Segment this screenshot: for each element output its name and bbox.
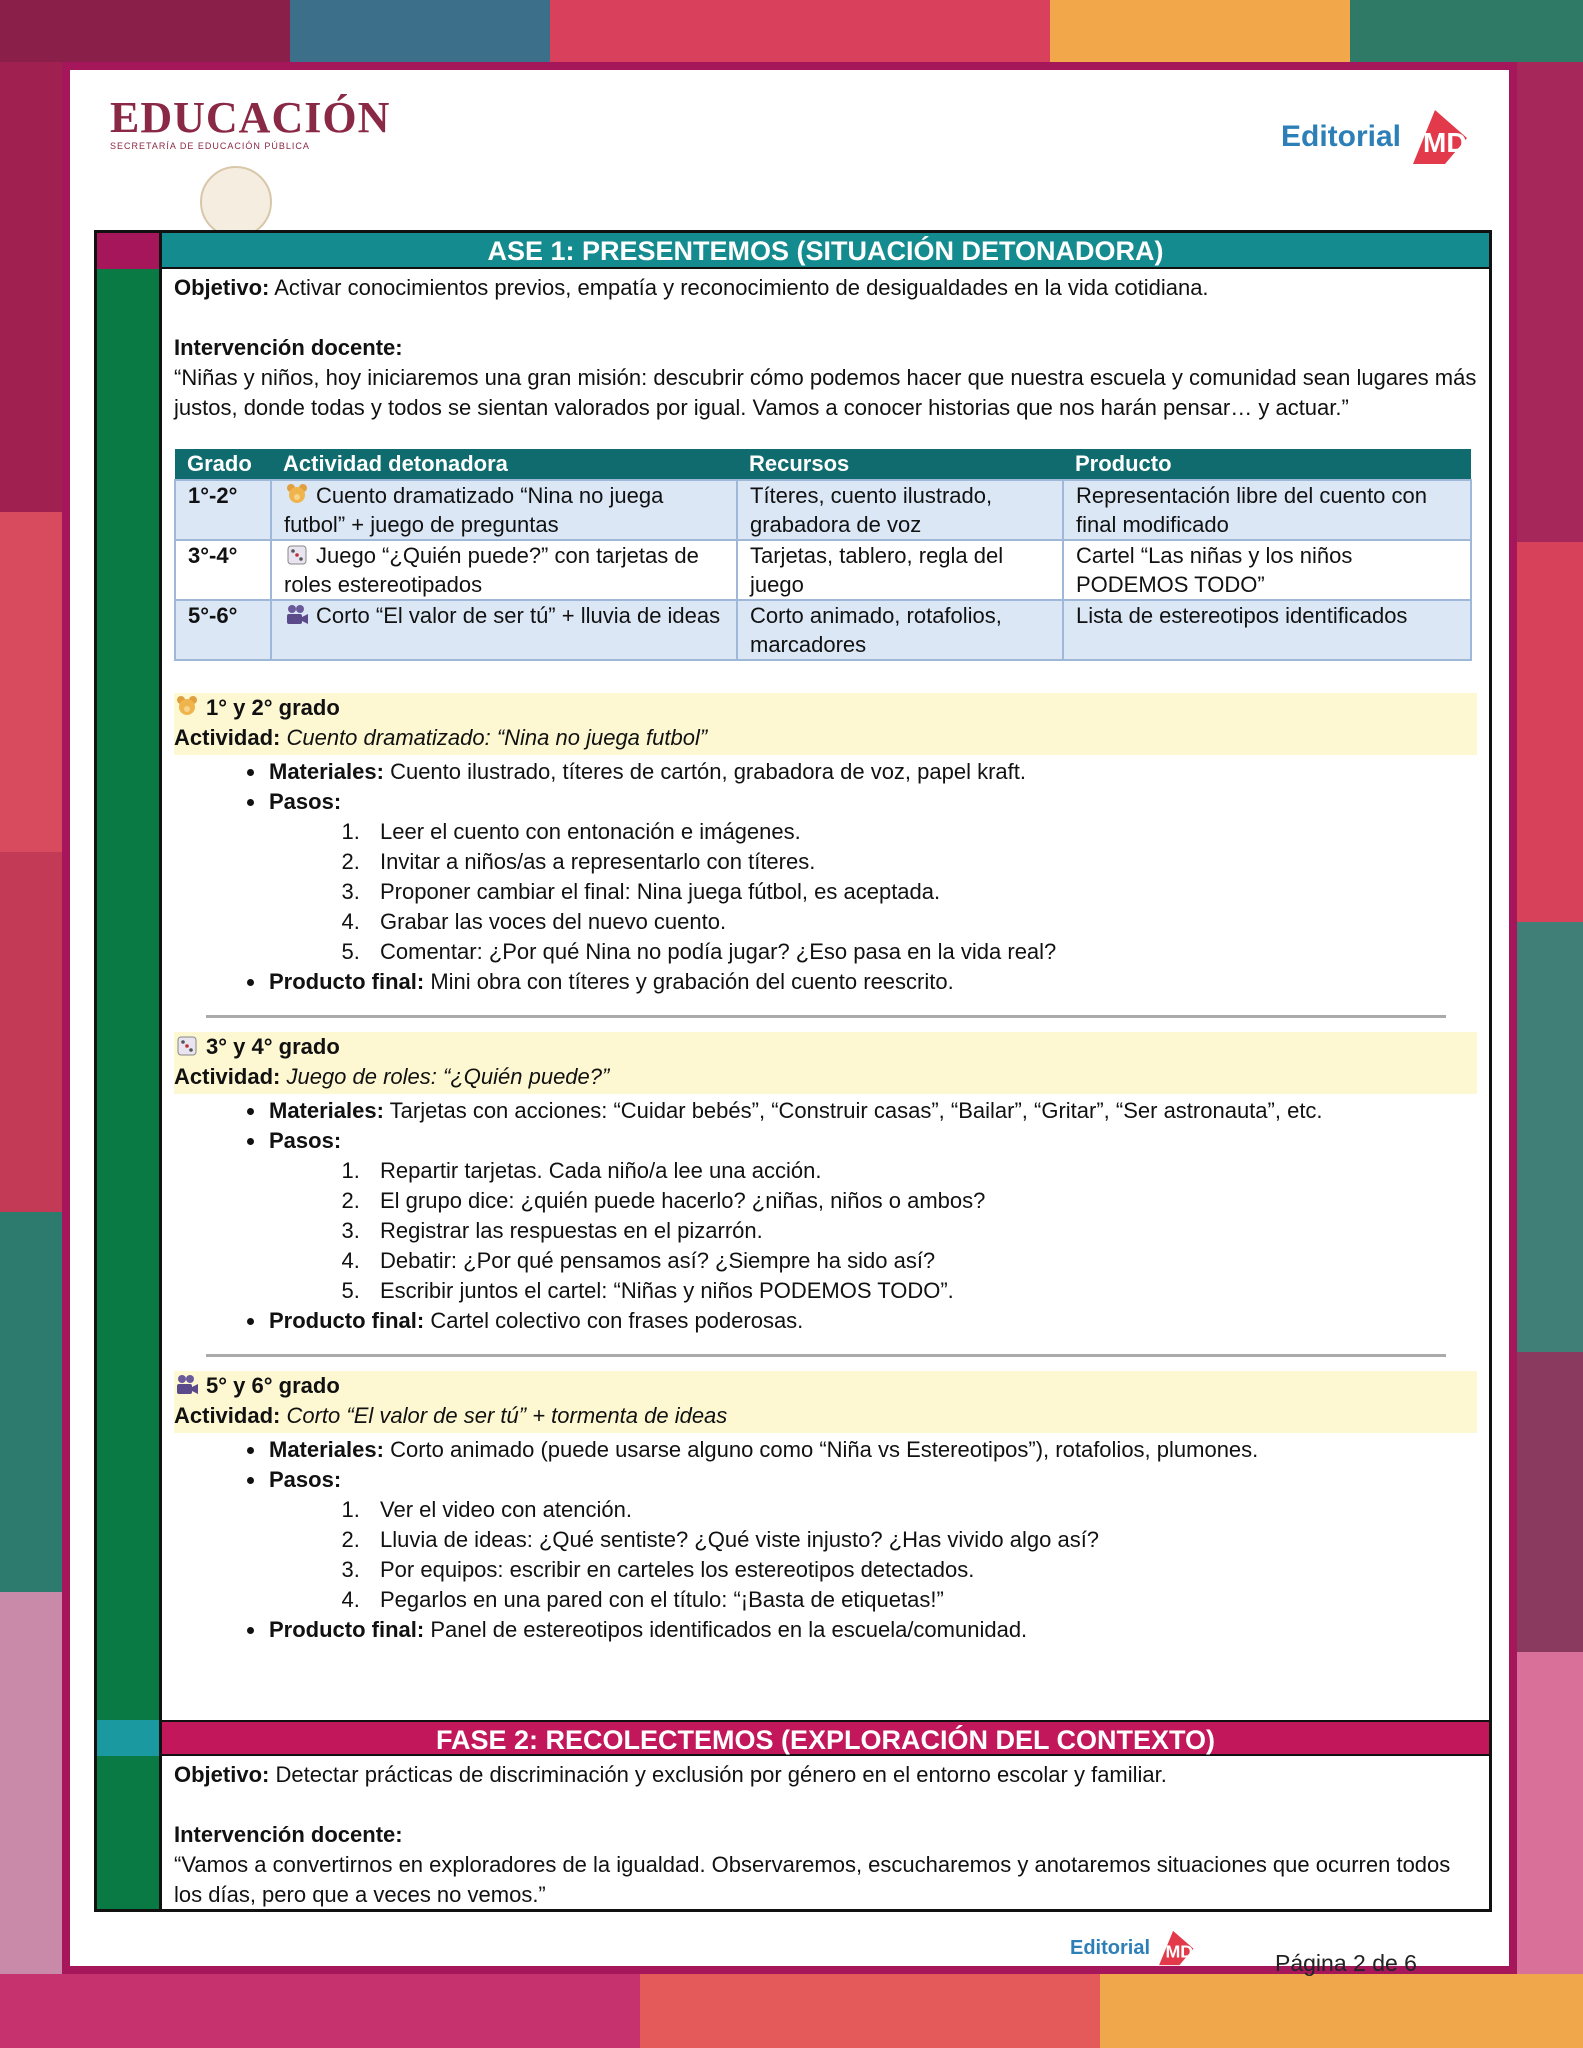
product-item: • Producto final: Panel de estereotipos identificados en la escuela/comunidad.: [267, 1615, 1477, 1645]
list-item: 2. El grupo dice: ¿quién puede hacerlo? ¿niñas, niños o ambos?: [366, 1186, 1477, 1216]
phase2-title: FASE 2: RECOLECTEMOS (EXPLORACIÓN DEL CONTEXTO): [162, 1720, 1489, 1756]
list-item: 2. Lluvia de ideas: ¿Qué sentiste? ¿Qué viste injusto? ¿Has vivido algo así?: [366, 1525, 1477, 1555]
cell-activity: Juego “¿Quién puede?” con tarjetas de roles estereotipados: [271, 540, 737, 600]
bg-tile: [0, 62, 62, 512]
section-divider: [206, 1354, 1446, 1357]
col-header-product: Producto: [1063, 449, 1471, 480]
product-item: • Producto final: Cartel colectivo con frases poderosas.: [267, 1306, 1477, 1336]
phase2-body: [162, 1756, 1489, 1910]
col-header-activity: Actividad detonadora: [271, 449, 737, 480]
footer-logo-mark: MD: [1165, 1941, 1194, 1962]
bg-tile: [0, 1212, 62, 1592]
list-item: 1. Ver el video con atención.: [366, 1495, 1477, 1525]
list-item: 1. Leer el cuento con entonación e imágenes.: [366, 817, 1477, 847]
left-rail: [97, 233, 159, 1909]
grade-details: [174, 1435, 1477, 1645]
grade-section-header: [174, 693, 1477, 755]
document-page: [62, 62, 1517, 1974]
grade-section-header: [174, 1032, 1477, 1094]
list-item: 3. Registrar las respuestas en el pizarrón.: [366, 1216, 1477, 1246]
phase2-section: [162, 1720, 1489, 1910]
steps-list: [269, 817, 1477, 967]
page-number: Página 2 de 6: [1275, 1950, 1417, 1976]
bg-tile: [1350, 0, 1583, 62]
editorial-logo-mark: MD: [1423, 127, 1467, 158]
col-header-resources: Recursos: [737, 449, 1063, 480]
cell-grade: 3°-4°: [175, 540, 271, 600]
movie-camera-icon: [174, 1373, 200, 1397]
cell-resources: Tarjetas, tablero, regla del juego: [737, 540, 1063, 600]
grade-section-header: [174, 1371, 1477, 1433]
bg-tile: [1517, 62, 1583, 542]
cell-product: Lista de estereotipos identificados: [1063, 600, 1471, 660]
teddy-bear-icon: [174, 695, 200, 719]
objective-text: Activar conocimientos previos, empatía y reconocimiento de desigualdades en la vida cotidiana.: [269, 275, 1209, 300]
cell-activity: Cuento dramatizado “Nina no juega futbol” + juego de preguntas: [271, 480, 737, 540]
bg-tile: [0, 512, 62, 852]
list-item: 5. Escribir juntos el cartel: “Niñas y niños PODEMOS TODO”.: [366, 1276, 1477, 1306]
objective-label: Objetivo:: [174, 275, 270, 300]
sep-logo-title: EDUCACIÓN: [110, 93, 391, 142]
rail-marker-phase1: [97, 233, 159, 269]
list-item: 3. Por equipos: escribir en carteles los estereotipos detectados.: [366, 1555, 1477, 1585]
materials-item: • Materiales: Cuento ilustrado, títeres de cartón, grabadora de voz, papel kraft.: [267, 757, 1477, 787]
grade-activity: Actividad: Cuento dramatizado: “Nina no juega futbol”: [174, 725, 708, 750]
intervention-label: Intervención docente:: [174, 335, 403, 360]
cell-product: Representación libre del cuento con final modificado: [1063, 480, 1471, 540]
sep-logo-subtitle: SECRETARÍA DE EDUCACIÓN PÚBLICA: [110, 141, 310, 151]
product-item: • Producto final: Mini obra con títeres y grabación del cuento reescrito.: [267, 967, 1477, 997]
list-item: 4. Grabar las voces del nuevo cuento.: [366, 907, 1477, 937]
cell-resources: Corto animado, rotafolios, marcadores: [737, 600, 1063, 660]
editorial-md-mark-icon: [1405, 106, 1471, 168]
content-frame: [94, 230, 1492, 1912]
steps-list: [269, 1495, 1477, 1615]
bg-tile: [290, 0, 550, 62]
cell-product: Cartel “Las niñas y los niños PODEMOS TODO”: [1063, 540, 1471, 600]
content-column: [159, 233, 1489, 1909]
list-item: 2. Invitar a niños/as a representarlo con títeres.: [366, 847, 1477, 877]
table-row: [175, 480, 1471, 540]
footer-editorial-logo: [1070, 1928, 1196, 1968]
grade-title: 3° y 4° grado: [174, 1032, 1477, 1062]
dice-icon: [284, 543, 310, 567]
col-header-grade: Grado: [175, 449, 271, 480]
table-row: [175, 540, 1471, 600]
teddy-bear-icon: [284, 483, 310, 507]
materials-item: • Materiales: Corto animado (puede usarse alguno como “Niña vs Estereotipos”), rotafolios, plumones.: [267, 1435, 1477, 1465]
steps-item: • Pasos: 1. Repartir tarjetas. Cada niño/a lee una acción. 2. El grupo dice: ¿quién puede hacerlo? ¿niñas, niños o ambos? 3. Registrar las respuestas en el pizarrón. 4. Debatir: ¿Por qué pensamos así? ¿Siempre ha sido así? 5. Escribir juntos el cartel: “Niñas y niños PODEMOS TODO”.: [267, 1126, 1477, 1306]
steps-item: • Pasos: 1. Leer el cuento con entonación e imágenes. 2. Invitar a niños/as a representarlo con títeres. 3. Proponer cambiar el final: Nina juega fútbol, es aceptada. 4. Grabar las voces del nuevo cuento. 5. Comentar: ¿Por qué Nina no podía jugar? ¿Eso pasa en la vida real?: [267, 787, 1477, 967]
list-item: 4. Debatir: ¿Por qué pensamos así? ¿Siempre ha sido así?: [366, 1246, 1477, 1276]
grade-details: [174, 757, 1477, 997]
phase1-title: ASE 1: PRESENTEMOS (SITUACIÓN DETONADORA): [162, 233, 1489, 269]
bg-tile: [0, 0, 290, 62]
cell-grade: 5°-6°: [175, 600, 271, 660]
bg-tile: [1100, 1974, 1583, 2048]
list-item: 3. Proponer cambiar el final: Nina juega fútbol, es aceptada.: [366, 877, 1477, 907]
list-item: 4. Pegarlos en una pared con el título: “¡Basta de etiquetas!”: [366, 1585, 1477, 1615]
materials-item: • Materiales: Tarjetas con acciones: “Cuidar bebés”, “Construir casas”, “Bailar”, “Gritar”, “Ser astronauta”, etc.: [267, 1096, 1477, 1126]
national-seal-icon: [200, 166, 272, 238]
grade-activity: Actividad: Corto “El valor de ser tú” + tormenta de ideas: [174, 1403, 728, 1428]
cell-resources: Títeres, cuento ilustrado, grabadora de voz: [737, 480, 1063, 540]
intervention-label: Intervención docente:: [174, 1822, 403, 1847]
intervention-text: “Vamos a convertirnos en exploradores de la igualdad. Observaremos, escucharemos y anotaremos situaciones que ocurren todos los días, pero que a veces no vemos.”: [174, 1852, 1451, 1907]
movie-camera-icon: [284, 603, 310, 627]
phase2-objective: Objetivo: Detectar prácticas de discriminación y exclusión por género en el entorno escolar y familiar.: [174, 1762, 1167, 1787]
phase1-objective: [174, 273, 1477, 303]
grade-title: 1° y 2° grado: [174, 693, 1477, 723]
bg-tile: [1517, 922, 1583, 1352]
table-header-row: [175, 449, 1471, 480]
list-item: 5. Comentar: ¿Por qué Nina no podía jugar? ¿Eso pasa en la vida real?: [366, 937, 1477, 967]
cell-grade: 1°-2°: [175, 480, 271, 540]
rail-marker-phase2: [97, 1720, 159, 1756]
activities-table: [174, 449, 1472, 661]
steps-item: • Pasos: 1. Ver el video con atención. 2. Lluvia de ideas: ¿Qué sentiste? ¿Qué viste injusto? ¿Has vivido algo así? 3. Por equipos: escribir en carteles los estereotipos detectados. 4. Pegarlos en una pared con el título: “¡Basta de etiquetas!”: [267, 1465, 1477, 1615]
section-divider: [206, 1015, 1446, 1018]
bg-tile: [1050, 0, 1350, 62]
grade-details: [174, 1096, 1477, 1336]
bg-tile: [1517, 1352, 1583, 1652]
bg-tile: [1517, 542, 1583, 922]
grade-title: 5° y 6° grado: [174, 1371, 1477, 1401]
sep-logo: [110, 92, 390, 151]
dice-icon: [174, 1034, 200, 1058]
footer-logo-text: Editorial: [1070, 1936, 1151, 1959]
editorial-md-mark-icon: [1154, 1928, 1196, 1968]
grade-activity: Actividad: Juego de roles: “¿Quién puede?”: [174, 1064, 610, 1089]
intervention-text: “Niñas y niños, hoy iniciaremos una gran misión: descubrir cómo podemos hacer que nuestra escuela y comunidad sean lugares más justos, donde todas y todos se sientan valorados por igual. Vamos a conocer historias que nos harán pensar… y actuar.”: [174, 365, 1477, 420]
list-item: 1. Repartir tarjetas. Cada niño/a lee una acción.: [366, 1156, 1477, 1186]
phase1-body: [162, 269, 1489, 1645]
editorial-logo: [1281, 106, 1471, 168]
bg-tile: [640, 1974, 1100, 2048]
editorial-logo-text: Editorial: [1280, 120, 1401, 153]
table-row: [175, 600, 1471, 660]
bg-tile: [550, 0, 1050, 62]
bg-tile: [0, 852, 62, 1212]
steps-list: [269, 1156, 1477, 1306]
cell-activity: Corto “El valor de ser tú” + lluvia de ideas: [271, 600, 737, 660]
bg-tile: [0, 1974, 640, 2048]
